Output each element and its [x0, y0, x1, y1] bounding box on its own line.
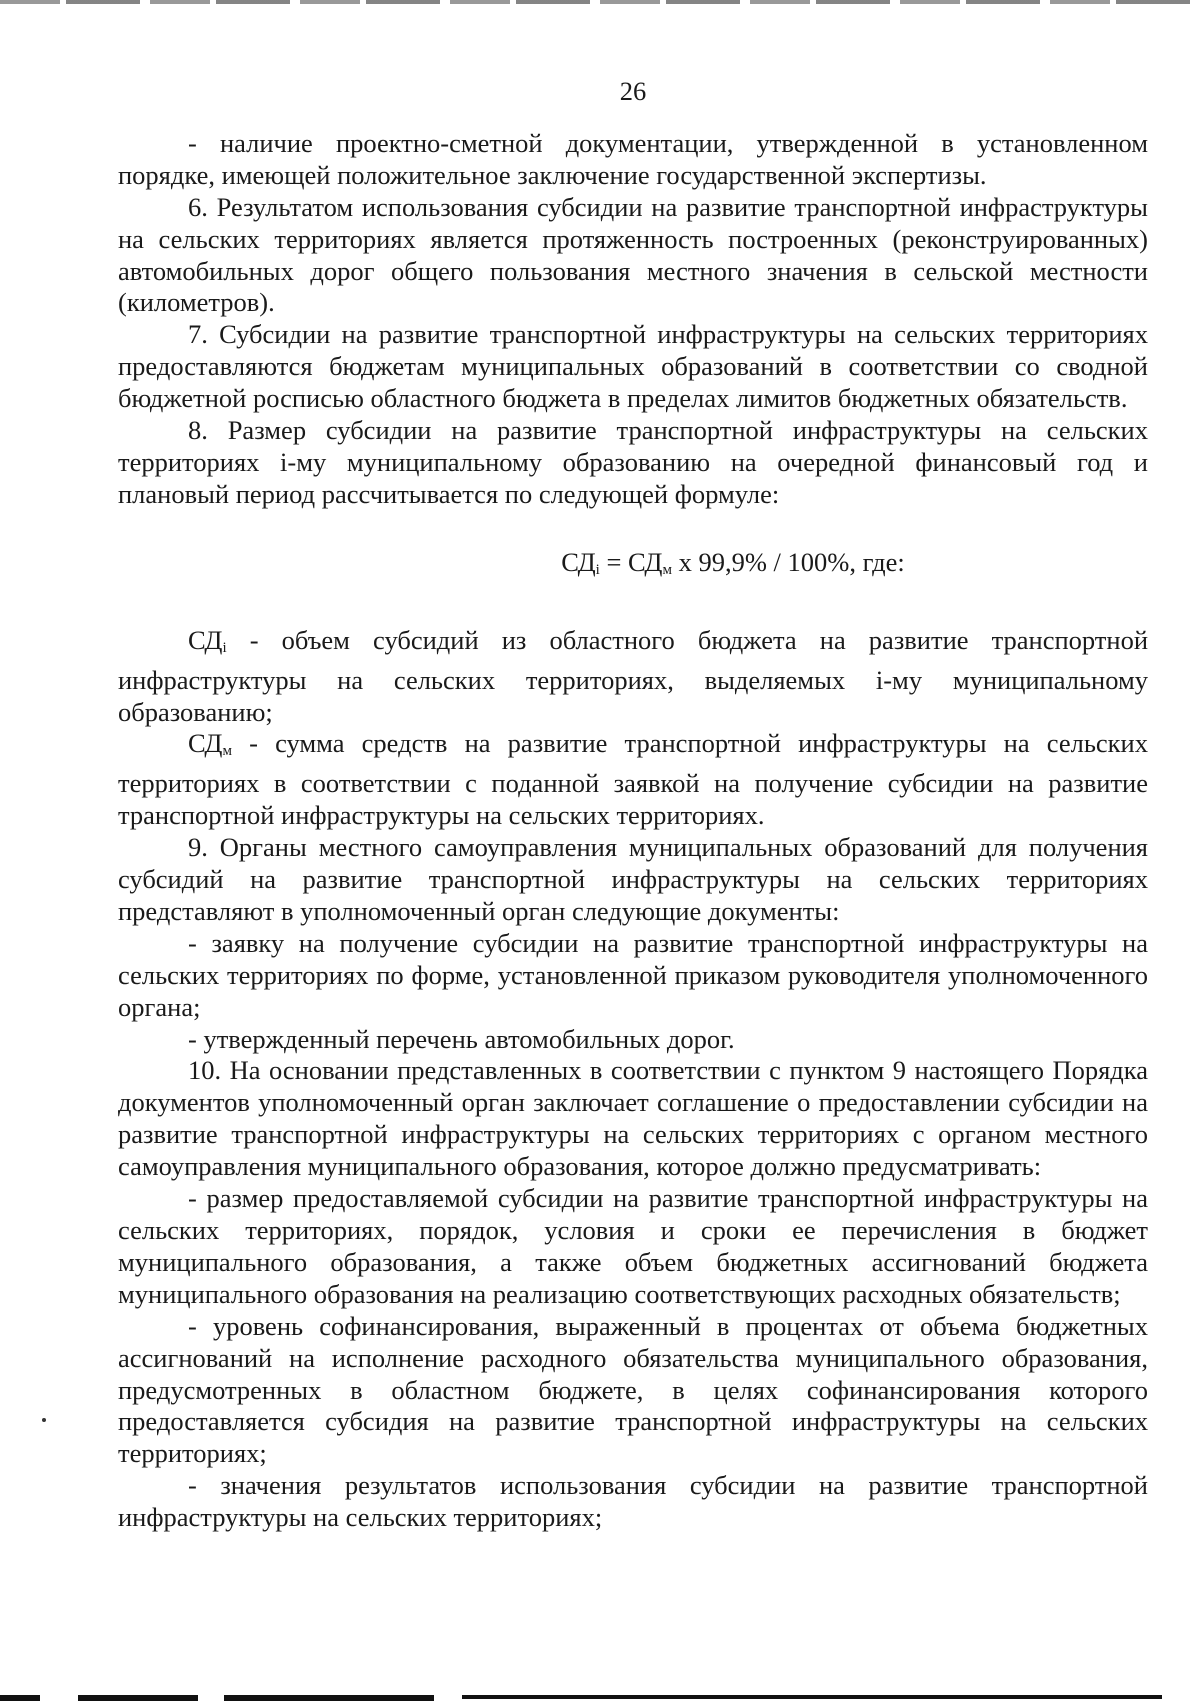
list-item-application: - заявку на получение субсидии на развитие транспортной инфраструктуры на сельских территориях по форме, установленной приказом руководителя уполномоченного органа; [118, 927, 1148, 1022]
formula-lhs-sub: i [595, 561, 600, 578]
list-item-subsidy-size: - размер предоставляемой субсидии на развитие транспортной инфраструктуры на сельских территориях, порядок, условия и сроки ее перечисления в бюджет муниципального образования, а также объем бюджетных ассигнований бюджета муниципального образования на реализацию соответствующих расходных обязательств; [118, 1183, 1148, 1309]
definition-sdm [118, 728, 1148, 832]
page-number: 26 [619, 76, 647, 106]
formula-rhs: СД [628, 546, 663, 577]
definition-symbol: СД [188, 624, 223, 655]
definition-symbol-sub: м [222, 743, 232, 760]
paragraph-expertise: - наличие проектно-сметной документации, утвержденной в установленном порядке, имеющей положительное заключение государственной экспертизы. [118, 127, 1148, 190]
list-item-results: - значения результатов использования субсидии на развитие транспортной инфраструктуры на сельских территориях; [118, 1470, 1148, 1533]
document-page [118, 76, 1148, 1534]
formula-rhs-sub: м [662, 561, 672, 578]
definition-text: - сумма средств на развитие транспортной инфраструктуры на сельских территориях в соответствии с поданной заявкой на получение субсидии на развитие транспортной инфраструктуры на сельских территориях. [118, 728, 1148, 831]
definition-symbol: СД [188, 728, 223, 759]
paragraph-9: 9. Органы местного самоуправления муниципальных образований для получения субсидий на развитие транспортной инфраструктуры на сельских территориях представляют в уполномоченный орган следующие документы: [118, 832, 1148, 926]
formula [118, 547, 1148, 587]
paragraph-8: 8. Размер субсидии на развитие транспортной инфраструктуры на сельских территориях i-му муниципальному образованию на очередной финансовый год и плановый период рассчитывается по следующей формуле: [118, 415, 1148, 509]
formula-tail: х 99,9% / 100%, где: [671, 546, 905, 577]
definition-text: - объем субсидий из областного бюджета на развитие транспортной инфраструктуры на сельских территориях, выделяемых i-му муниципальному образованию; [118, 624, 1148, 727]
paragraph-6: 6. Результатом использования субсидии на развитие транспортной инфраструктуры на сельских территориях является протяженность построенных (реконструированных) автомобильных дорог общего пользования местного значения в сельской местности (километров). [118, 191, 1148, 318]
scan-edge-bottom [0, 1695, 1200, 1701]
scan-speck [42, 1418, 46, 1422]
definition-sdi [118, 625, 1148, 729]
list-item-cofinancing: - уровень софинансирования, выраженный в процентах от объема бюджетных ассигнований на исполнение расходного обязательства муниципального образования, предусмотренных в областном бюджете, в целях софинансирования которого предоставляется субсидия на развитие транспортной инфраструктуры на сельских территориях; [118, 1310, 1148, 1469]
paragraph-7: 7. Субсидии на развитие транспортной инфраструктуры на сельских территориях предоставляются бюджетам муниципальных образований в соответствии со сводной бюджетной росписью областного бюджета в пределах лимитов бюджетных обязательств. [118, 319, 1148, 414]
paragraph-10: 10. На основании представленных в соответствии с пунктом 9 настоящего Порядка документов уполномоченный орган заключает соглашение о предоставлении субсидии на развитие транспортной инфраструктуры на сельских территориях с органом местного самоуправления муниципального образования, которое должно предусматривать: [118, 1055, 1148, 1182]
scan-edge-top [0, 0, 1200, 4]
list-item-road-list: - утвержденный перечень автомобильных дорог. [188, 1023, 735, 1054]
formula-lhs: СД [561, 546, 596, 577]
formula-equals: = [599, 546, 629, 577]
definition-symbol-sub: i [222, 639, 227, 656]
